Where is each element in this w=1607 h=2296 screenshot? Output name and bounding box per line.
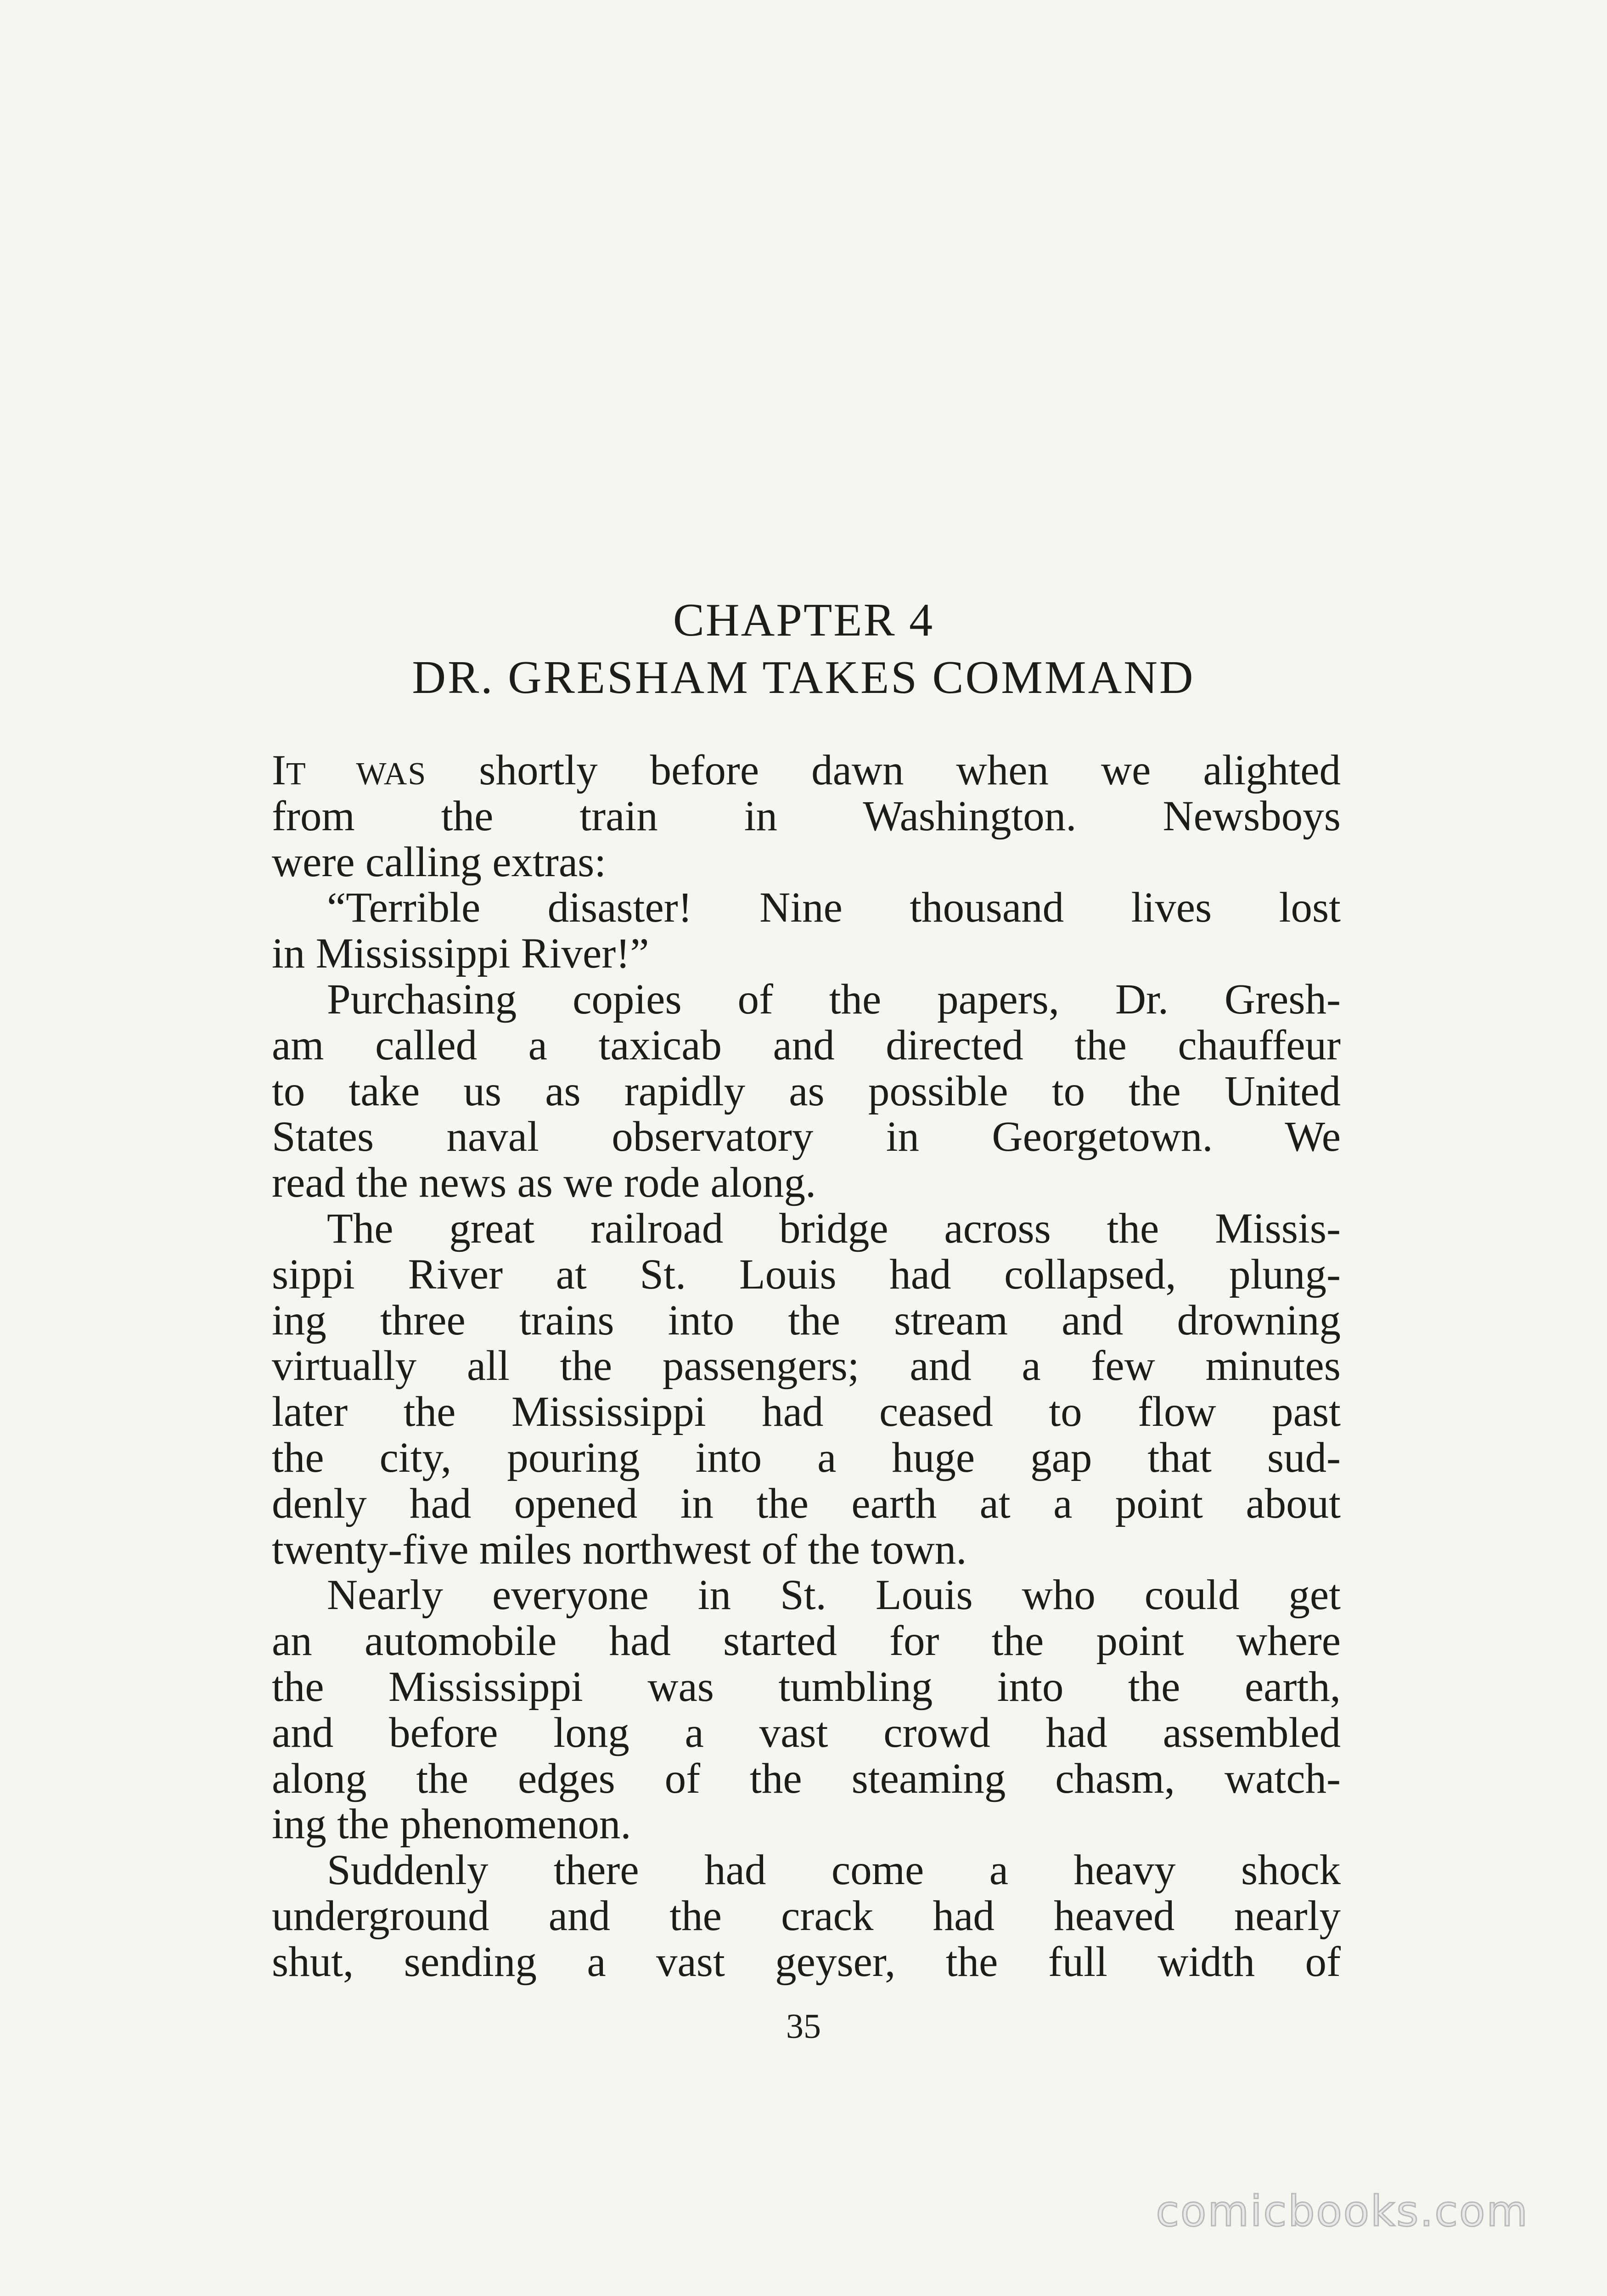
text-line-22: and before long a vast crowd had assembled — [272, 1709, 1341, 1756]
text-line-5: in Mississippi River!” — [272, 930, 649, 978]
text-line-12: sippi River at St. Louis had collapsed, plung- — [272, 1250, 1341, 1298]
text-line-6: Purchasing copies of the papers, Dr. Gresh- — [327, 975, 1341, 1023]
text-line-23: along the edges of the steaming chasm, watch- — [272, 1755, 1341, 1802]
text-line-27: shut, sending a vast geyser, the full width of — [272, 1938, 1341, 1986]
text-line-11: The great railroad bridge across the Missis- — [327, 1204, 1341, 1252]
text-line-4: “Terrible disaster! Nine thousand lives lost — [327, 884, 1341, 932]
text-line-18: twenty-five miles northwest of the town. — [272, 1525, 967, 1573]
text-line-19: Nearly everyone in St. Louis who could get — [327, 1571, 1341, 1619]
lead-word-initial: I — [272, 747, 286, 794]
text-line-9: States naval observatory in Georgetown. We — [272, 1113, 1341, 1161]
text-line-10: read the news as we rode along. — [272, 1159, 816, 1207]
text-line-26: underground and the crack had heaved nearly — [272, 1892, 1341, 1940]
text-line-20: an automobile had started for the point where — [272, 1617, 1341, 1665]
text-line-15: later the Mississippi had ceased to flow past — [272, 1388, 1341, 1436]
text-line-14: virtually all the passengers; and a few minutes — [272, 1342, 1341, 1390]
text-line-8: to take us as rapidly as possible to the United — [272, 1067, 1341, 1115]
text-line-21: the Mississippi was tumbling into the earth, — [272, 1663, 1341, 1711]
chapter-number: CHAPTER 4 — [673, 594, 934, 646]
watermark-text: comicbooks.com — [1156, 2187, 1529, 2236]
text-line-3: were calling extras: — [272, 838, 607, 886]
text-line-17: denly had opened in the earth at a point about — [272, 1480, 1341, 1527]
text-line-24: ing the phenomenon. — [272, 1801, 631, 1848]
chapter-title: DR. GRESHAM TAKES COMMAND — [412, 652, 1195, 703]
text-line-25: Suddenly there had come a heavy shock — [327, 1846, 1341, 1894]
text-line-1 — [272, 748, 1341, 793]
page-number: 35 — [786, 2007, 821, 2046]
text-line-16: the city, pouring into a huge gap that sud- — [272, 1434, 1341, 1481]
text-line-2: from the train in Washington. Newsboys — [272, 792, 1341, 840]
text-line-1-rest: shortly before dawn when we alighted — [427, 747, 1341, 794]
text-line-7: am called a taxicab and directed the chauffeur — [272, 1021, 1341, 1069]
lead-word-smallcaps: T WAS — [286, 756, 427, 792]
chapter-body-text — [272, 748, 1341, 1985]
text-line-13: ing three trains into the stream and drowning — [272, 1296, 1341, 1344]
